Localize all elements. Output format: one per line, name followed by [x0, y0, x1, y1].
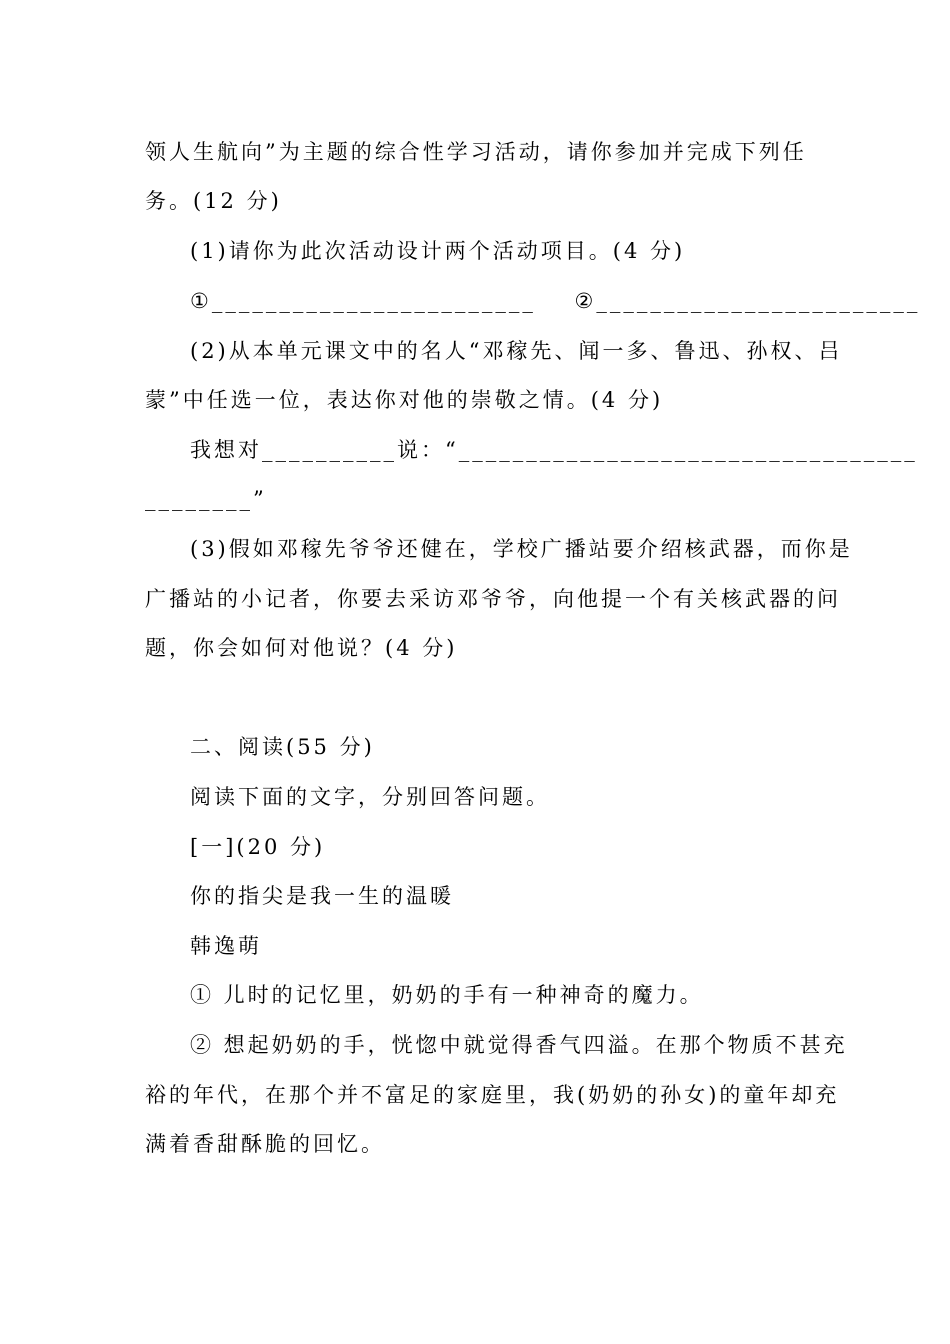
text-line: 领人生航向”为主题的综合性学习活动，请你参加并完成下列任 [145, 140, 807, 164]
question-2: (2)从本单元课文中的名人“邓稼先、闻一多、鲁迅、孙权、吕 [190, 339, 843, 363]
paragraph-2: ② 想起奶奶的手，恍惚中就觉得香气四溢。在那个物质不甚充 [190, 1033, 848, 1057]
instruction: 阅读下面的文字，分别回答问题。 [190, 785, 550, 809]
paragraph-1: ① 儿时的记忆里，奶奶的手有一种神奇的魔力。 [190, 983, 704, 1007]
text-line: 裕的年代，在那个并不富足的家庭里，我(奶奶的孙女)的童年却充 [145, 1083, 840, 1107]
article-title: 你的指尖是我一生的温暖 [190, 884, 454, 908]
question-1: (1)请你为此次活动设计两个活动项目。(4 分) [190, 239, 686, 263]
section-heading: 二、阅读(55 分) [190, 735, 375, 759]
text-line: 题，你会如何对他说？(4 分) [145, 636, 458, 660]
answer-blanks: ①________________________ ②________________________ [190, 289, 921, 313]
subsection-heading: [一](20 分) [190, 835, 326, 859]
answer-blank-line: 我想对__________说：“__________________________________ [190, 438, 918, 462]
answer-blank-line: ________” [145, 487, 267, 511]
text-line: 满着香甜酥脆的回忆。 [145, 1132, 385, 1156]
text-line: 蒙”中任选一位，表达你对他的崇敬之情。(4 分) [145, 388, 664, 412]
text-line: 广播站的小记者，你要去采访邓爷爷，向他提一个有关核武器的问 [145, 587, 841, 611]
article-author: 韩逸萌 [190, 934, 262, 958]
question-3: (3)假如邓稼先爷爷还健在，学校广播站要介绍核武器，而你是 [190, 537, 853, 561]
text-line: 务。(12 分) [145, 189, 282, 213]
